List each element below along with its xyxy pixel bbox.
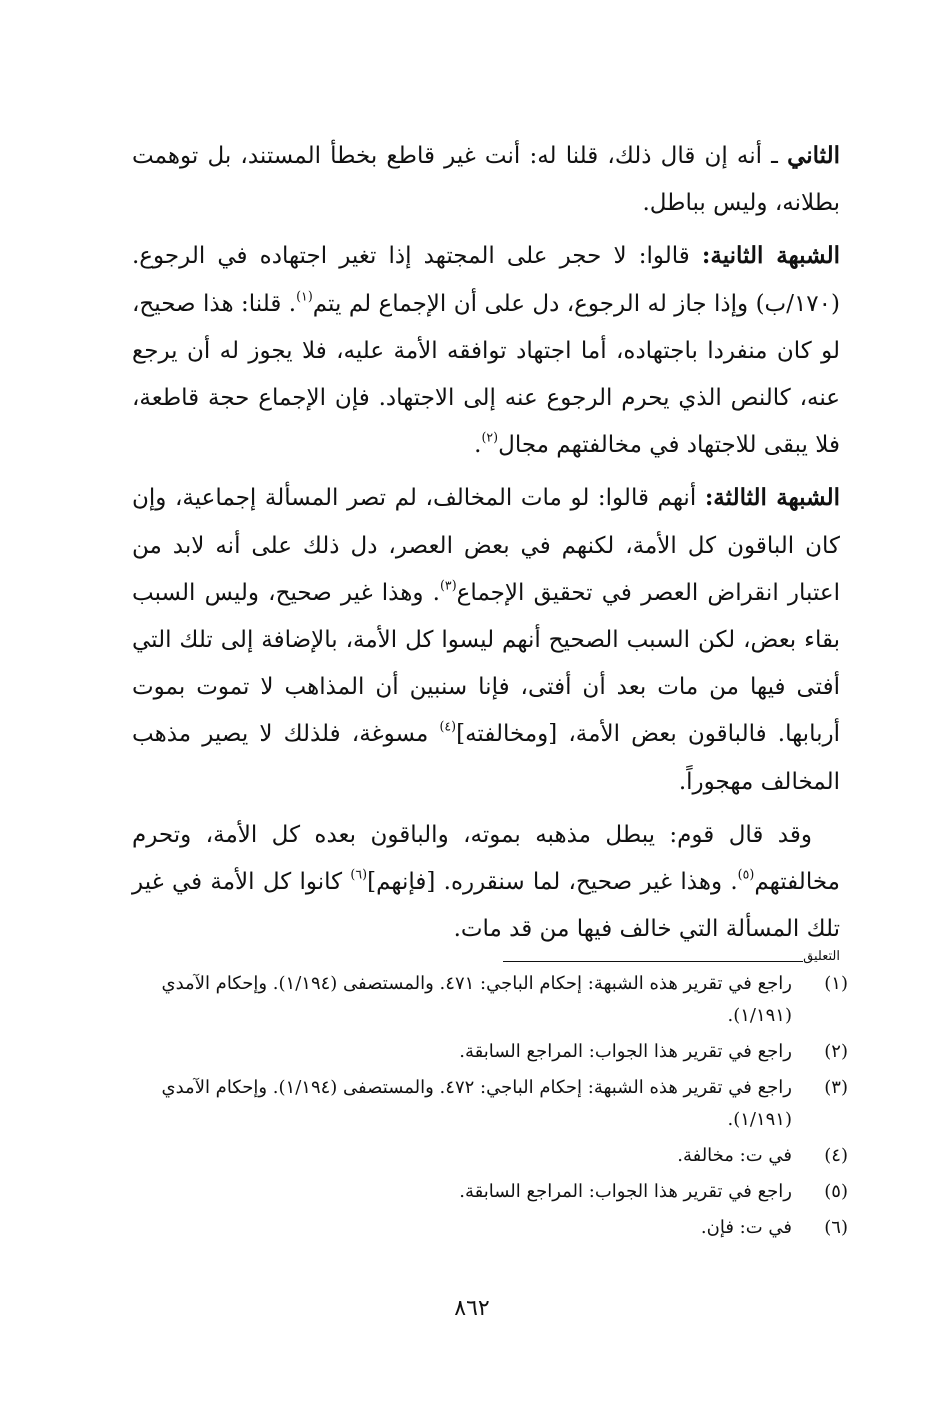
paragraph-lead: الثاني xyxy=(787,142,840,169)
paragraph-second-objection xyxy=(132,232,840,469)
main-text-block xyxy=(132,132,840,958)
footnote-item xyxy=(136,1176,848,1208)
footnote-ref-5[interactable]: (٥) xyxy=(737,866,755,882)
footnote-text: راجع في تقرير هذه الشبهة: إحكام الباجي: ٤٧٢. والمستصفى (١/١٩٤). وإحكام الآمدي (١/١٩١). xyxy=(161,1077,792,1130)
paragraph-text: أنهم قالوا: لو مات المخالف، لم تصر المسألة إجماعية، وإن كان الباقون كل الأمة، لكنهم في بعض العصر، دل ذلك على أنه لابد من اعتبار انقراض العصر في تحقيق الإجماع xyxy=(132,485,840,606)
footnote-item xyxy=(136,1072,848,1136)
footnote-ref-6[interactable]: (٦) xyxy=(350,866,368,882)
footnote-text: راجع في تقرير هذا الجواب: المراجع السابقة. xyxy=(459,1181,792,1202)
footnote-item xyxy=(136,968,848,1032)
paragraph-other-view xyxy=(132,811,840,954)
footnote-label: التعليق xyxy=(803,949,840,964)
footnote-number: (٦) xyxy=(824,1217,848,1238)
paragraph-text: . قلنا: هذا صحيح، لو كان منفردا باجتهاده، أما اجتهاد توافقه الأمة عليه، فلا يجوز له أن يرجع عنه، كالنص الذي يحرم الرجوع عنه إلى الاجتهاد. فإن الإجماع حجة قاطعة، فلا يبقى للاجتهاد في مخالفتهم مجال xyxy=(132,290,840,459)
footnote-item xyxy=(136,1036,848,1068)
footnote-number: (٣) xyxy=(824,1077,848,1098)
footnote-text: راجع في تقرير هذه الشبهة: إحكام الباجي: ٤٧١. والمستصفى (١/١٩٤). وإحكام الآمدي (١/١٩١). xyxy=(161,973,792,1026)
footnote-number: (٢) xyxy=(824,1041,848,1062)
footnote-ref-1[interactable]: (١) xyxy=(296,287,313,303)
footnote-separator xyxy=(503,950,840,964)
paragraph-text: قالوا: لا حجر على المجتهد إذا تغير اجتهاده في الرجوع. (١٧٠/ب) وإذا جاز له الرجوع، دل على أن الإجماع لم يتم xyxy=(132,243,840,317)
footnotes-list xyxy=(136,968,848,1248)
footnote-ref-3[interactable]: (٣) xyxy=(439,577,457,593)
paragraph-text: ـ أنه إن قال ذلك، قلنا له: أنت غير قاطع بخطأ المستند، بل توهمت بطلانه، وليس بباطل. xyxy=(132,143,840,217)
footnote-ref-2[interactable]: (٢) xyxy=(481,429,499,445)
paragraph-objection-answer-second xyxy=(132,132,840,227)
paragraph-text: . xyxy=(474,432,482,459)
paragraph-text: مسوغة، فلذلك لا يصير مذهب المخالف مهجوراً. xyxy=(132,721,840,795)
paragraph-text: كانوا كل الأمة في غير تلك المسألة التي خالف فيها من قد مات. xyxy=(132,869,840,943)
footnote-divider-line xyxy=(503,961,803,962)
footnote-number: (٥) xyxy=(824,1181,848,1202)
footnote-text: في ت: فإن. xyxy=(700,1217,792,1238)
page-number: ٨٦٢ xyxy=(454,1296,490,1321)
paragraph-lead: الشبهة الثالثة: xyxy=(704,484,840,512)
paragraph-third-objection xyxy=(132,474,840,805)
paragraph-text: . وهذا غير صحيح، لما سنقرره. [فإنهم] xyxy=(367,869,738,896)
paragraph-text: . وهذا غير صحيح، وليس السبب بقاء بعض، لكن السبب الصحيح أنهم ليسوا كل الأمة، بالإضافة إلى تلك التي أفتى فيها من مات بعد أن أفتى، فإنا سنبين أن المذاهب لا تموت بموت أربابها. فالباقون بعض الأمة، [ومخالفته] xyxy=(132,579,840,748)
footnote-number: (١) xyxy=(824,973,848,994)
footnote-ref-4[interactable]: (٤) xyxy=(439,718,457,734)
footnote-item xyxy=(136,1212,848,1244)
paragraph-lead: الشبهة الثانية: xyxy=(701,242,841,270)
paragraph-text: وقد قال قوم: يبطل مذهبه بموته، والباقون بعده كل الأمة، وتحرم مخالفتهم xyxy=(132,821,840,896)
footnote-text: في ت: مخالفة. xyxy=(677,1145,792,1166)
footnote-text: راجع في تقرير هذا الجواب: المراجع السابقة. xyxy=(459,1041,792,1062)
footnote-number: (٤) xyxy=(824,1145,848,1166)
footnote-item xyxy=(136,1140,848,1172)
